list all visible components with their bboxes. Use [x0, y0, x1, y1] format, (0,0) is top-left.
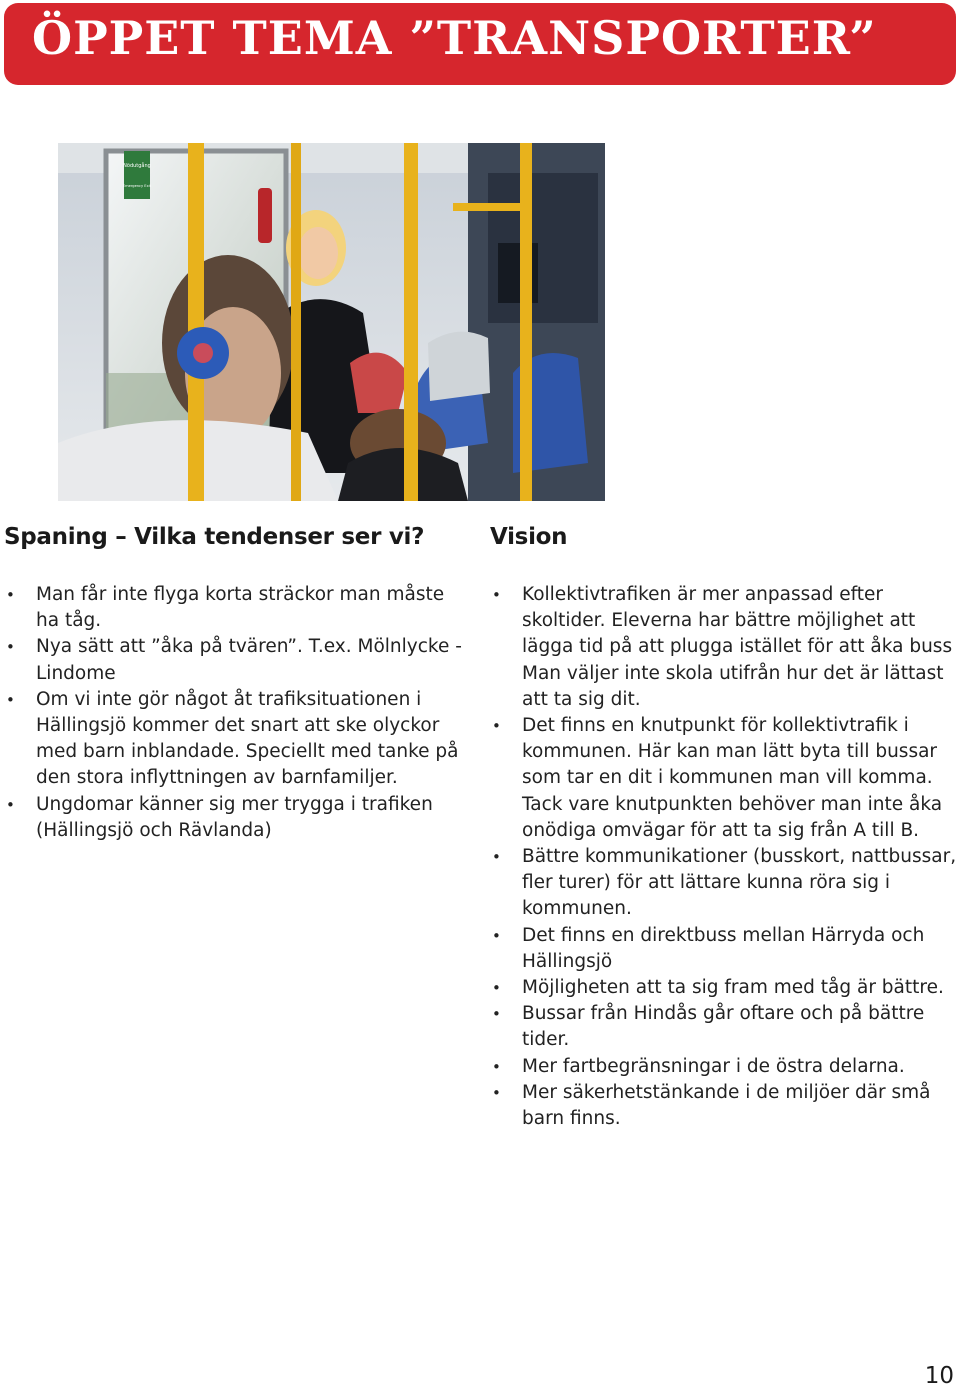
bullet-icon: • — [492, 1083, 501, 1102]
exit-sign-text-1: Nödutgång — [123, 163, 151, 169]
list-item: • Man får inte flyga korta sträckor man måste ha tåg. — [6, 584, 445, 632]
bullet-icon: • — [6, 795, 15, 814]
trends-list — [4, 582, 472, 844]
title-banner — [4, 3, 956, 85]
list-item: • Kollektivtrafiken är mer anpassad efter skoltider. Eleverna har bättre möjlighet att lägga tid på att plugga istället för att åka buss Man väljer inte skola utifrån hur det är lättast att ta sig dit. — [492, 584, 953, 710]
list-item: • Det finns en direktbuss mellan Härryda och Hällingsjö — [492, 924, 925, 972]
bullet-icon: • — [6, 586, 15, 604]
list-item: • Mer säkerhetstänkande i de miljöer där små barn finns. — [492, 1081, 931, 1130]
exit-sign-text-2: Emergency Exit — [122, 184, 152, 188]
right-column-heading: Vision — [490, 524, 568, 550]
bullet-icon: • — [492, 926, 501, 945]
list-item: • Bättre kommunikationer (busskort, nattbussar, fler turer) för att lättare kunna röra sig i kommunen. — [492, 846, 957, 920]
bullet-icon: • — [492, 586, 501, 604]
bullet-icon: • — [492, 717, 501, 736]
list-item: • Om vi inte gör något åt trafiksituationen i Hällingsjö kommer det snart att ske olyckor med barn inblandade. Speciellt med tanke på den stora inflyttningen av barnfamiljer. — [6, 688, 459, 789]
left-column-heading: Spaning – Vilka tendenser ser vi? — [4, 524, 425, 550]
list-item: • Ungdomar känner sig mer trygga i trafiken (Hällingsjö och Rävlanda) — [6, 793, 433, 841]
bullet-icon: • — [492, 1005, 501, 1024]
bus-interior-photo — [58, 143, 605, 501]
page-title: ÖPPET TEMA ”TRANSPORTER” — [32, 11, 877, 65]
list-item: • Nya sätt att ”åka på tvären”. T.ex. Mölnlycke - Lindome — [6, 636, 462, 684]
bullet-icon: • — [6, 638, 15, 657]
bullet-icon: • — [492, 1057, 501, 1076]
list-item: • Bussar från Hindås går oftare och på bättre tider. — [492, 1003, 925, 1051]
bullet-icon: • — [6, 690, 15, 709]
list-item: • Det finns en knutpunkt för kollektivtrafik i kommunen. Här kan man lätt byta till bussar som tar en dit i kommunen man vill komma. Tack vare knutpunkten behöver man inte åka onödiga omvägar för att ta sig från A till B. — [492, 715, 943, 841]
list-item: • Möjligheten att ta sig fram med tåg är bättre. — [490, 975, 958, 1001]
bullet-icon: • — [492, 979, 501, 998]
page-number: 10 — [924, 1363, 954, 1389]
vision-list — [490, 582, 958, 1132]
bullet-icon: • — [492, 848, 501, 867]
list-item: • Mer fartbegränsningar i de östra delarna. — [490, 1054, 958, 1080]
